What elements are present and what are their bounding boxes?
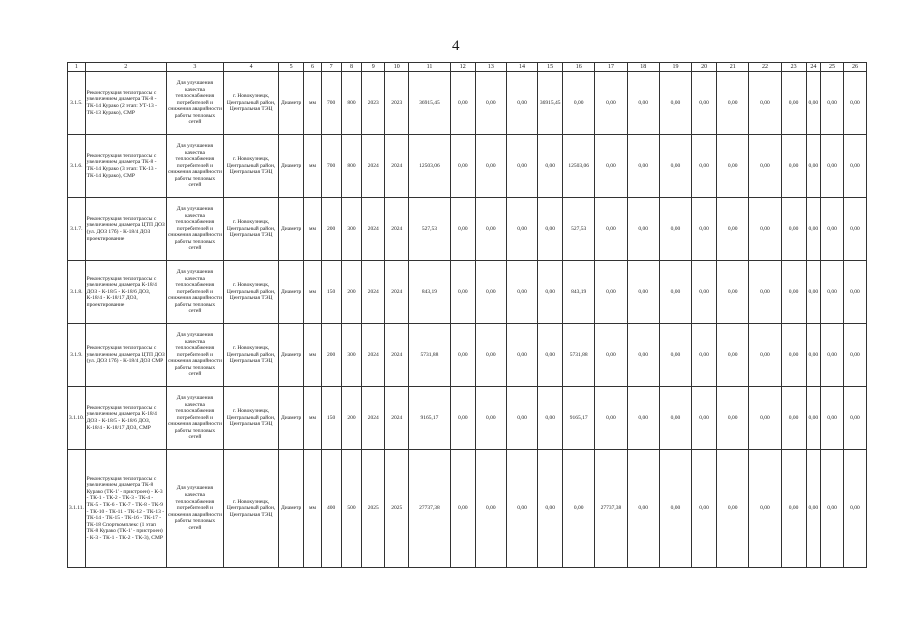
parameter: Диаметр	[279, 450, 304, 568]
value-cell: 527,53	[563, 198, 595, 261]
value-cell: 0,00	[563, 450, 595, 568]
value-cell: 0,00	[749, 450, 781, 568]
value-cell: 0,00	[659, 387, 691, 450]
value-cell: 0,00	[450, 198, 475, 261]
value-cell: 0,00	[627, 450, 659, 568]
diameter-before: 150	[321, 261, 341, 324]
value-cell: 0,00	[506, 72, 537, 135]
value-cell: 0,00	[450, 261, 475, 324]
value-cell: 0,00	[475, 261, 506, 324]
project-name: Реконструкция теплотрассы с увеличением диаметра ТК-8 Курако (ТК-1' - пристроен) - К-3 - ТК-1 - ТК-2 - ТК-3 - ТК-4 - ТК-5 - ТК-6 - ТК-7 - ТК-8 - ТК-9 - ТК-10 - ТК-11 - ТК-12 - ТК-13 - ТК-14 - ТК-15 - ТК-16 - ТК-17 - ТК-18 Спорткомплекс (1 этап ТК-8 Курако (ТК-1' - пристроен) - К-3 - ТК-1 - ТК-2 - ТК-3), СМР	[85, 450, 166, 568]
value-cell: 0,00	[717, 324, 749, 387]
value-cell: 0,00	[806, 198, 821, 261]
total-cost: 27737,38	[409, 450, 451, 568]
unit: мм	[304, 135, 322, 198]
unit: мм	[304, 450, 322, 568]
project-location: г. Новокузнецк, Центральный район, Центральная ТЭЦ	[224, 324, 279, 387]
value-cell: 0,00	[595, 324, 627, 387]
year-end: 2025	[385, 450, 409, 568]
value-cell: 0,00	[506, 387, 537, 450]
value-cell: 0,00	[781, 450, 806, 568]
table-row	[68, 72, 867, 135]
value-cell: 0,00	[538, 261, 563, 324]
unit: мм	[304, 72, 322, 135]
header-cell: 21	[717, 63, 749, 72]
project-location: г. Новокузнецк, Центральный район, Центральная ТЭЦ	[224, 198, 279, 261]
value-cell: 0,00	[749, 387, 781, 450]
diameter-after: 200	[341, 387, 362, 450]
diameter-after: 300	[341, 324, 362, 387]
value-cell: 0,00	[627, 387, 659, 450]
project-purpose: Для улучшения качества теплоснабжения потребителей и снижения аварийности работы тепловых сетей	[166, 450, 223, 568]
value-cell: 0,00	[475, 72, 506, 135]
header-cell: 24	[806, 63, 821, 72]
total-cost: 527,53	[409, 198, 451, 261]
value-cell: 0,00	[821, 324, 844, 387]
value-cell: 0,00	[595, 72, 627, 135]
value-cell: 0,00	[506, 450, 537, 568]
unit: мм	[304, 324, 322, 387]
project-location: г. Новокузнецк, Центральный район, Центральная ТЭЦ	[224, 261, 279, 324]
header-cell: 2	[85, 63, 166, 72]
value-cell: 0,00	[450, 387, 475, 450]
unit: мм	[304, 198, 322, 261]
value-cell: 0,00	[717, 261, 749, 324]
value-cell: 0,00	[843, 198, 866, 261]
value-cell: 843,19	[563, 261, 595, 324]
year-start: 2024	[362, 324, 385, 387]
value-cell: 12503,06	[563, 135, 595, 198]
value-cell: 0,00	[843, 324, 866, 387]
value-cell: 0,00	[821, 135, 844, 198]
project-purpose: Для улучшения качества теплоснабжения потребителей и снижения аварийности работы тепловых сетей	[166, 261, 223, 324]
value-cell: 0,00	[806, 72, 821, 135]
value-cell: 0,00	[659, 324, 691, 387]
value-cell: 0,00	[538, 198, 563, 261]
table-row	[68, 324, 867, 387]
diameter-after: 200	[341, 261, 362, 324]
project-purpose: Для улучшения качества теплоснабжения потребителей и снижения аварийности работы тепловых сетей	[166, 135, 223, 198]
project-purpose: Для улучшения качества теплоснабжения потребителей и снижения аварийности работы тепловых сетей	[166, 387, 223, 450]
year-end: 2024	[385, 261, 409, 324]
value-cell: 0,00	[595, 198, 627, 261]
value-cell: 0,00	[749, 324, 781, 387]
value-cell: 0,00	[749, 198, 781, 261]
diameter-before: 700	[321, 72, 341, 135]
year-start: 2024	[362, 387, 385, 450]
value-cell: 0,00	[781, 387, 806, 450]
value-cell: 0,00	[806, 387, 821, 450]
project-name: Реконструкция теплотрассы с увеличением диаметра ТК-8 - ТК-14 Курако (2 этап: УТ-13 - ТК-13 Курако), СМР	[85, 72, 166, 135]
diameter-after: 800	[341, 135, 362, 198]
unit: мм	[304, 387, 322, 450]
value-cell: 36915,45	[538, 72, 563, 135]
value-cell: 0,00	[781, 135, 806, 198]
row-number: 3.1.5.	[68, 72, 86, 135]
header-cell: 7	[321, 63, 341, 72]
year-start: 2024	[362, 261, 385, 324]
parameter: Диаметр	[279, 72, 304, 135]
project-purpose: Для улучшения качества теплоснабжения потребителей и снижения аварийности работы тепловых сетей	[166, 198, 223, 261]
value-cell: 0,00	[627, 135, 659, 198]
value-cell: 0,00	[450, 450, 475, 568]
value-cell: 0,00	[749, 135, 781, 198]
value-cell: 0,00	[627, 72, 659, 135]
value-cell: 0,00	[538, 135, 563, 198]
value-cell: 0,00	[659, 72, 691, 135]
header-cell: 10	[385, 63, 409, 72]
table-row	[68, 198, 867, 261]
value-cell: 0,00	[692, 324, 717, 387]
year-start: 2025	[362, 450, 385, 568]
value-cell: 0,00	[843, 72, 866, 135]
value-cell: 0,00	[717, 450, 749, 568]
value-cell: 0,00	[563, 72, 595, 135]
value-cell: 0,00	[821, 387, 844, 450]
total-cost: 12503,06	[409, 135, 451, 198]
value-cell: 0,00	[781, 261, 806, 324]
year-end: 2024	[385, 135, 409, 198]
header-cell: 26	[843, 63, 866, 72]
unit: мм	[304, 261, 322, 324]
row-number: 3.1.11.	[68, 450, 86, 568]
header-row	[68, 63, 867, 72]
total-cost: 36915,45	[409, 72, 451, 135]
diameter-before: 400	[321, 450, 341, 568]
value-cell: 27737,38	[595, 450, 627, 568]
project-name: Реконструкция теплотрассы с увеличением диаметра ЦТП ДОЗ (ул. ДОЗ 17б) - К-18/4 ДОЗ СМР	[85, 324, 166, 387]
diameter-before: 150	[321, 387, 341, 450]
value-cell: 0,00	[627, 324, 659, 387]
value-cell: 5731,88	[563, 324, 595, 387]
value-cell: 0,00	[781, 324, 806, 387]
value-cell: 0,00	[781, 198, 806, 261]
header-cell: 23	[781, 63, 806, 72]
value-cell: 0,00	[692, 198, 717, 261]
value-cell: 0,00	[692, 72, 717, 135]
project-name: Реконструкция теплотрассы с увеличением диаметра ЦТП ДОЗ (ул. ДОЗ 17б) - К-18/4 ДОЗ проектирование	[85, 198, 166, 261]
table-row	[68, 387, 867, 450]
project-purpose: Для улучшения качества теплоснабжения потребителей и снижения аварийности работы тепловых сетей	[166, 72, 223, 135]
value-cell: 0,00	[450, 135, 475, 198]
value-cell: 0,00	[692, 261, 717, 324]
header-cell: 8	[341, 63, 362, 72]
value-cell: 0,00	[717, 387, 749, 450]
year-start: 2024	[362, 198, 385, 261]
header-cell: 3	[166, 63, 223, 72]
project-location: г. Новокузнецк, Центральный район, Центральная ТЭЦ	[224, 135, 279, 198]
page-number: 4	[452, 38, 460, 54]
parameter: Диаметр	[279, 324, 304, 387]
value-cell: 0,00	[595, 135, 627, 198]
row-number: 3.1.7.	[68, 198, 86, 261]
header-cell: 25	[821, 63, 844, 72]
row-number: 3.1.9.	[68, 324, 86, 387]
value-cell: 0,00	[450, 72, 475, 135]
value-cell: 0,00	[692, 450, 717, 568]
value-cell: 0,00	[659, 450, 691, 568]
value-cell: 0,00	[717, 72, 749, 135]
header-cell: 4	[224, 63, 279, 72]
value-cell: 0,00	[806, 450, 821, 568]
parameter: Диаметр	[279, 135, 304, 198]
row-number: 3.1.10.	[68, 387, 86, 450]
total-cost: 9165,17	[409, 387, 451, 450]
year-end: 2024	[385, 198, 409, 261]
value-cell: 0,00	[627, 198, 659, 261]
value-cell: 0,00	[692, 387, 717, 450]
header-cell: 20	[692, 63, 717, 72]
project-name: Реконструкция теплотрассы с увеличением диаметра К-18/4 ДОЗ - К-18/5 - К-18/6 ДОЗ, К-18/4 - К-18/17 ДОЗ, проектирование	[85, 261, 166, 324]
header-cell: 17	[595, 63, 627, 72]
value-cell: 0,00	[717, 198, 749, 261]
value-cell: 0,00	[821, 450, 844, 568]
row-number: 3.1.6.	[68, 135, 86, 198]
value-cell: 0,00	[538, 324, 563, 387]
value-cell: 0,00	[475, 135, 506, 198]
value-cell: 0,00	[659, 135, 691, 198]
header-cell: 1	[68, 63, 86, 72]
project-location: г. Новокузнецк, Центральный район, Центральная ТЭЦ	[224, 450, 279, 568]
value-cell: 0,00	[475, 450, 506, 568]
project-name: Реконструкция теплотрассы с увеличением диаметра К-18/4 ДОЗ - К-18/5 - К-18/6 ДОЗ, К-18/4 - К-18/17 ДОЗ, СМР	[85, 387, 166, 450]
diameter-after: 800	[341, 72, 362, 135]
diameter-after: 500	[341, 450, 362, 568]
value-cell: 0,00	[806, 261, 821, 324]
row-number: 3.1.8.	[68, 261, 86, 324]
value-cell: 0,00	[843, 261, 866, 324]
value-cell: 0,00	[821, 72, 844, 135]
total-cost: 843,19	[409, 261, 451, 324]
header-cell: 12	[450, 63, 475, 72]
value-cell: 0,00	[806, 135, 821, 198]
table-row	[68, 135, 867, 198]
total-cost: 5731,88	[409, 324, 451, 387]
header-cell: 9	[362, 63, 385, 72]
year-end: 2024	[385, 387, 409, 450]
header-cell: 13	[475, 63, 506, 72]
value-cell: 0,00	[506, 324, 537, 387]
value-cell: 0,00	[538, 450, 563, 568]
value-cell: 0,00	[843, 450, 866, 568]
header-cell: 5	[279, 63, 304, 72]
year-end: 2024	[385, 324, 409, 387]
year-end: 2023	[385, 72, 409, 135]
header-cell: 14	[506, 63, 537, 72]
value-cell: 0,00	[749, 72, 781, 135]
value-cell: 0,00	[717, 135, 749, 198]
header-cell: 19	[659, 63, 691, 72]
diameter-before: 200	[321, 198, 341, 261]
value-cell: 0,00	[781, 72, 806, 135]
value-cell: 0,00	[538, 387, 563, 450]
diameter-after: 300	[341, 198, 362, 261]
parameter: Диаметр	[279, 261, 304, 324]
project-location: г. Новокузнецк, Центральный район, Центральная ТЭЦ	[224, 72, 279, 135]
value-cell: 0,00	[595, 387, 627, 450]
investment-table	[67, 62, 867, 568]
value-cell: 0,00	[475, 324, 506, 387]
value-cell: 0,00	[843, 387, 866, 450]
value-cell: 0,00	[659, 198, 691, 261]
value-cell: 0,00	[506, 198, 537, 261]
header-cell: 15	[538, 63, 563, 72]
project-purpose: Для улучшения качества теплоснабжения потребителей и снижения аварийности работы тепловых сетей	[166, 324, 223, 387]
value-cell: 0,00	[506, 261, 537, 324]
project-location: г. Новокузнецк, Центральный район, Центральная ТЭЦ	[224, 387, 279, 450]
value-cell: 0,00	[692, 135, 717, 198]
value-cell: 9165,17	[563, 387, 595, 450]
header-cell: 18	[627, 63, 659, 72]
value-cell: 0,00	[475, 387, 506, 450]
value-cell: 0,00	[843, 135, 866, 198]
value-cell: 0,00	[595, 261, 627, 324]
value-cell: 0,00	[659, 261, 691, 324]
year-start: 2023	[362, 72, 385, 135]
header-cell: 11	[409, 63, 451, 72]
value-cell: 0,00	[821, 261, 844, 324]
header-cell: 6	[304, 63, 322, 72]
parameter: Диаметр	[279, 198, 304, 261]
value-cell: 0,00	[450, 324, 475, 387]
diameter-before: 200	[321, 324, 341, 387]
parameter: Диаметр	[279, 387, 304, 450]
value-cell: 0,00	[475, 198, 506, 261]
value-cell: 0,00	[627, 261, 659, 324]
header-cell: 16	[563, 63, 595, 72]
value-cell: 0,00	[506, 135, 537, 198]
header-cell: 22	[749, 63, 781, 72]
year-start: 2024	[362, 135, 385, 198]
table-row	[68, 450, 867, 568]
value-cell: 0,00	[821, 198, 844, 261]
diameter-before: 700	[321, 135, 341, 198]
project-name: Реконструкция теплотрассы с увеличением диаметра ТК-8 - ТК-14 Курако (3 этап: ТК-13 - ТК-14 Курако), СМР	[85, 135, 166, 198]
value-cell: 0,00	[749, 261, 781, 324]
table-row	[68, 261, 867, 324]
value-cell: 0,00	[806, 324, 821, 387]
